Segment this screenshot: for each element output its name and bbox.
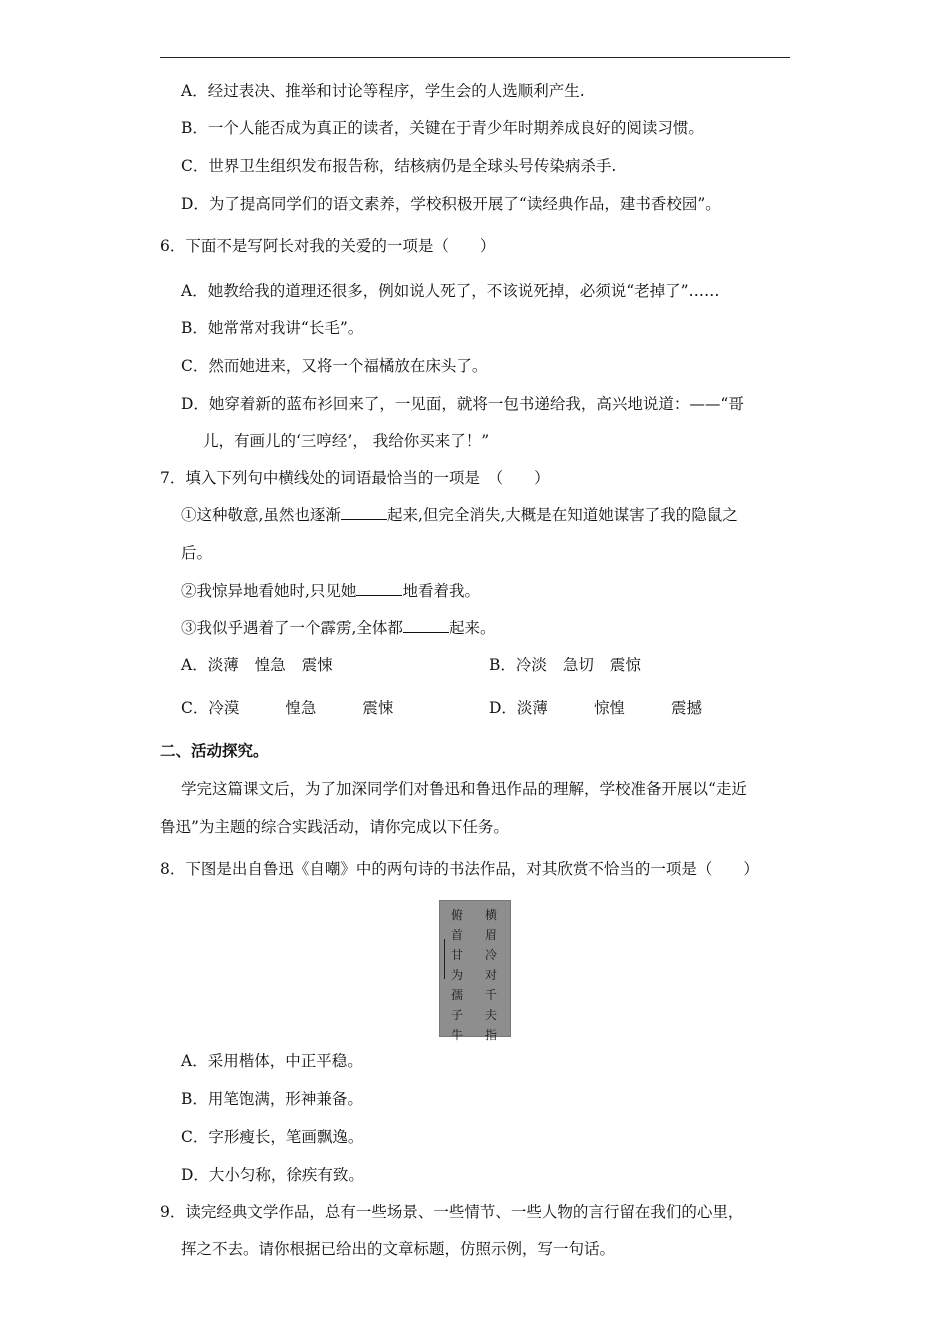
q7-sentence-2: ②我惊异地看她时,只见她 地看着我。: [181, 582, 480, 600]
q7-option-a: A．淡薄 惶急 震悚: [181, 656, 333, 674]
q7-option-b: B．冷淡 急切 震惊: [489, 656, 641, 674]
calligraphy-right-column: 横眉冷对千夫指: [484, 908, 497, 1042]
q7-option-c: C．冷漠 惶急 震悚: [181, 699, 394, 717]
q8-option-c: C．字形瘦长，笔画飘逸。: [181, 1128, 364, 1146]
q6-option-b: B．她常常对我讲“长毛”。: [181, 319, 364, 337]
header-rule: [160, 57, 790, 58]
q8-option-d: D．大小匀称，徐疾有致。: [181, 1166, 364, 1184]
q6-option-a: A．她教给我的道理还很多，例如说人死了，不该说死掉，必须说“老掉了”……: [181, 282, 720, 300]
answer-blank: [356, 581, 402, 596]
calligraphy-seal-mark: [444, 939, 445, 979]
calligraphy-image: [439, 900, 511, 1042]
q5-option-c: C．世界卫生组织发布报告称，结核病仍是全球头号传染病杀手.: [181, 157, 617, 175]
q7-sentence-1: ①这种敬意,虽然也逐渐 起来,但完全消失,大概是在知道她谋害了我的隐鼠之: [181, 506, 738, 524]
q8-option-a: A．采用楷体，中正平稳。: [181, 1052, 363, 1070]
q9-stem-cont: 挥之不去。请你根据已给出的文章标题，仿照示例，写一句话。: [181, 1240, 616, 1258]
q7-sentence-3: ③我似乎遇着了一个霹雳,全体都 起来。: [181, 619, 496, 637]
q5-option-b: B．一个人能否成为真正的读者，关键在于青少年时期养成良好的阅读习惯。: [181, 119, 704, 137]
q8-stem: 8．下图是出自鲁迅《自嘲》中的两句诗的书法作品，对其欣赏不恰当的一项是（ ）: [160, 860, 759, 878]
calligraphy-left-column: 俯首甘为孺子牛: [450, 908, 463, 1042]
q6-option-c: C．然而她进来，又将一个福橘放在床头了。: [181, 357, 488, 375]
section-intro: 学完这篇课文后，为了加深同学们对鲁迅和鲁迅作品的理解，学校准备开展以“走近: [181, 780, 747, 798]
answer-blank: [403, 618, 449, 633]
section-title: 二、活动探究。: [160, 742, 269, 760]
answer-blank: [341, 505, 387, 520]
q7-stem: 7．填入下列句中横线处的词语最恰当的一项是 （ ）: [160, 469, 550, 487]
q6-option-d: D．她穿着新的蓝布衫回来了，一见面，就将一包书递给我，高兴地说道：——“哥: [181, 395, 744, 413]
q7-sentence-1-cont: 后。: [181, 544, 213, 562]
q5-option-d: D．为了提高同学们的语文素养，学校积极开展了“读经典作品，建书香校园”。: [181, 195, 721, 213]
q9-stem: 9．读完经典文学作品，总有一些场景、一些情节、一些人物的言行留在我们的心里，: [160, 1203, 744, 1221]
q5-option-a: A．经过表决、推举和讨论等程序，学生会的人选顺利产生.: [181, 82, 585, 100]
section-intro-cont: 鲁迅”为主题的综合实践活动，请你完成以下任务。: [160, 818, 509, 836]
q7-option-d: D．淡薄 惊惶 震撼: [489, 699, 702, 717]
q8-option-b: B．用笔饱满，形神兼备。: [181, 1090, 363, 1108]
q6-option-d-cont: 儿，有画儿的‘三哼经’， 我给你买来了！”: [203, 432, 490, 450]
q6-stem: 6．下面不是写阿长对我的关爱的一项是（ ）: [160, 237, 496, 255]
